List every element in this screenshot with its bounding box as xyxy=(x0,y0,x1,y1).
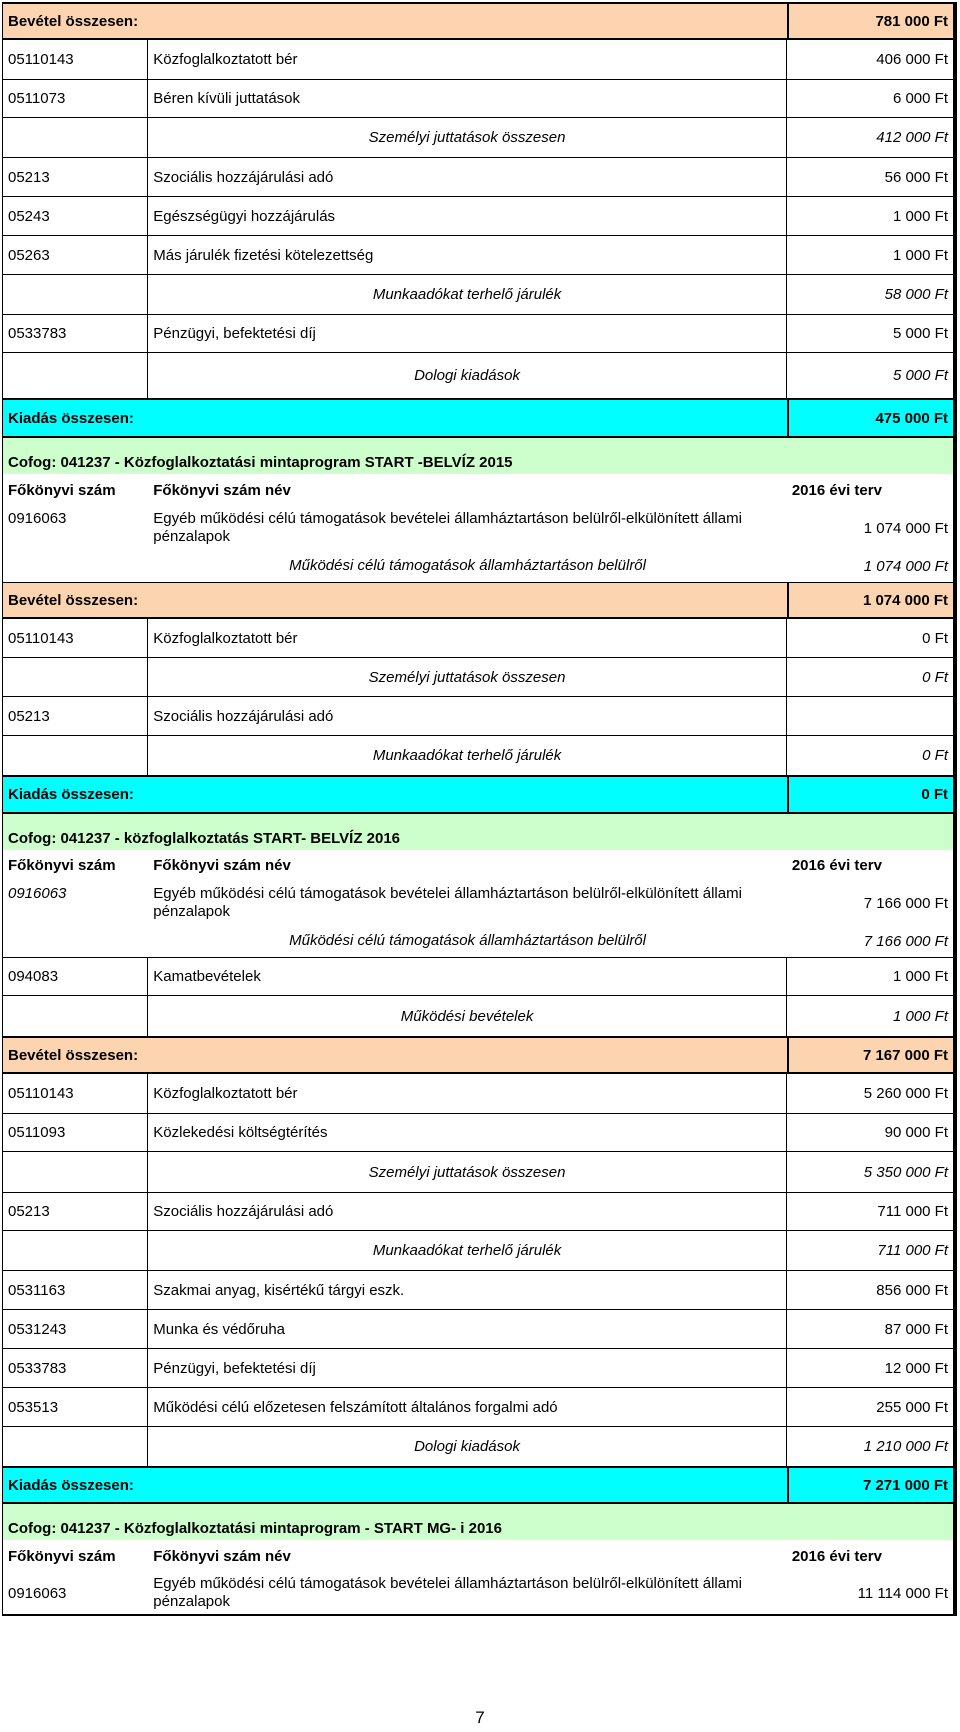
page-number: 7 xyxy=(475,1708,485,1727)
subtotal-row xyxy=(2,275,957,315)
amount: 1 000 Ft xyxy=(892,246,948,264)
header-name: Főkönyvi szám név xyxy=(153,481,291,499)
subtotal-name: Dologi kiadások xyxy=(148,1427,787,1466)
account-code: 05213 xyxy=(3,158,148,196)
subtotal-name: Működési célú támogatások államháztartáson belülről xyxy=(289,932,646,949)
subtotal-row xyxy=(2,658,957,697)
table-row xyxy=(2,40,957,80)
account-code: 05243 xyxy=(3,197,148,235)
amount: 56 000 Ft xyxy=(884,168,948,186)
header-code: Főkönyvi szám xyxy=(8,857,116,874)
subtotal-name: Személyi juttatások összesen xyxy=(148,1152,787,1192)
header-name: Főkönyvi szám név xyxy=(153,1547,291,1565)
table-row xyxy=(2,315,957,353)
amount: 5 260 000 Ft xyxy=(863,1085,948,1102)
amount: 1 000 Ft xyxy=(892,968,948,985)
header-name: Főkönyvi szám név xyxy=(153,857,291,874)
subtotal-amount: 0 Ft xyxy=(922,668,948,686)
kiadas-total-amount: 475 000 Ft xyxy=(787,400,953,436)
column-header-row xyxy=(2,1540,957,1572)
account-name: Közfoglalkoztatott bér xyxy=(148,619,787,657)
account-code: 05213 xyxy=(3,1193,148,1230)
subtotal-amount: 711 000 Ft xyxy=(877,1242,948,1259)
subtotal-amount: 5 350 000 Ft xyxy=(863,1163,948,1181)
bevetel-total-row xyxy=(2,2,957,40)
account-code: 0531243 xyxy=(3,1310,148,1348)
table-row xyxy=(2,1114,957,1152)
bevetel-total-label: Bevétel összesen: xyxy=(8,12,139,30)
subtotal-amount: 1 000 Ft xyxy=(892,1007,948,1025)
account-code: 0511093 xyxy=(3,1114,148,1151)
header-plan: 2016 évi terv xyxy=(791,1547,882,1565)
amount: 6 000 Ft xyxy=(892,90,948,107)
budget-table xyxy=(2,2,957,1616)
amount: 1 000 Ft xyxy=(892,207,948,225)
account-name: Közfoglalkoztatott bér xyxy=(148,1074,787,1113)
account-code: 05213 xyxy=(3,697,148,735)
amount: 90 000 Ft xyxy=(884,1124,948,1141)
account-name: Kamatbevételek xyxy=(148,958,787,995)
kiadas-total-amount: 0 Ft xyxy=(787,777,953,812)
amount: 0 Ft xyxy=(922,629,948,647)
account-code: 053513 xyxy=(3,1388,148,1426)
table-row xyxy=(2,1572,957,1616)
table-row xyxy=(2,958,957,996)
table-row xyxy=(2,1074,957,1114)
kiadas-total-row xyxy=(2,776,957,814)
table-row xyxy=(2,158,957,197)
amount: 7 166 000 Ft xyxy=(863,894,948,912)
table-row xyxy=(2,80,957,118)
column-header-row xyxy=(2,850,957,881)
account-code: 0533783 xyxy=(3,315,148,352)
subtotal-name: Dologi kiadások xyxy=(148,353,787,398)
subtotal-name: Munkaadókat terhelő járulék xyxy=(148,1231,787,1270)
kiadas-total-amount: 7 271 000 Ft xyxy=(787,1468,953,1502)
table-row xyxy=(2,197,957,236)
account-code: 05110143 xyxy=(3,619,148,657)
subtotal-row xyxy=(2,736,957,776)
table-row xyxy=(2,506,957,550)
account-name: Közfoglalkoztatott bér xyxy=(148,40,787,79)
subtotal-amount: 7 166 000 Ft xyxy=(863,932,948,950)
amount: 711 000 Ft xyxy=(877,1203,948,1220)
header-code: Főkönyvi szám xyxy=(8,1547,116,1565)
account-code: 0511073 xyxy=(3,80,148,117)
kiadas-total-label: Kiadás összesen: xyxy=(8,409,134,427)
bevetel-total-row xyxy=(2,582,957,619)
amount xyxy=(787,697,953,735)
subtotal-amount: 5 000 Ft xyxy=(892,367,948,384)
account-name: Szociális hozzájárulási adó xyxy=(148,1193,787,1230)
table-row xyxy=(2,1310,957,1349)
subtotal-amount: 58 000 Ft xyxy=(884,286,948,303)
account-code: 0916063 xyxy=(8,510,67,527)
subtotal-row xyxy=(2,118,957,158)
subtotal-row xyxy=(2,1427,957,1467)
bevetel-total-amount: 781 000 Ft xyxy=(787,4,953,38)
account-code: 05110143 xyxy=(3,40,148,79)
bevetel-total-label: Bevétel összesen: xyxy=(8,591,139,609)
empty-cell xyxy=(3,275,148,314)
account-name: Egyéb működési célú támogatások bevételei államháztartáson belülről-elkülönített állami pénzalapok xyxy=(153,510,742,545)
account-name: Más járulék fizetési kötelezettség xyxy=(148,236,787,274)
account-name: Közlekedési költségtérítés xyxy=(148,1114,787,1151)
bevetel-total-row xyxy=(2,1037,957,1074)
empty-cell xyxy=(3,118,148,157)
subtotal-row xyxy=(2,1152,957,1193)
table-row xyxy=(2,236,957,275)
bevetel-total-amount: 1 074 000 Ft xyxy=(787,583,953,617)
subtotal-name: Munkaadókat terhelő járulék xyxy=(148,736,787,775)
empty-cell xyxy=(3,550,148,582)
amount: 12 000 Ft xyxy=(884,1359,948,1377)
amount: 5 000 Ft xyxy=(892,325,948,342)
table-row xyxy=(2,1271,957,1310)
empty-cell xyxy=(3,996,148,1036)
account-name: Szociális hozzájárulási adó xyxy=(148,697,787,735)
subtotal-row xyxy=(2,353,957,399)
amount: 11 114 000 Ft xyxy=(857,1584,948,1602)
subtotal-name: Működési bevételek xyxy=(148,996,787,1036)
empty-cell xyxy=(3,925,148,957)
subtotal-row xyxy=(2,550,957,582)
account-name: Pénzügyi, befektetési díj xyxy=(148,1349,787,1387)
table-row xyxy=(2,1193,957,1231)
table-row xyxy=(2,619,957,658)
header-plan: 2016 évi terv xyxy=(791,481,882,499)
kiadas-total-label: Kiadás összesen: xyxy=(8,786,134,803)
account-name: Egyéb működési célú támogatások bevételei államháztartáson belülről-elkülönített állami pénzalapok xyxy=(153,885,742,920)
account-name: Béren kívüli juttatások xyxy=(148,80,787,117)
table-row xyxy=(2,1349,957,1388)
empty-cell xyxy=(3,736,148,775)
amount: 255 000 Ft xyxy=(876,1398,948,1416)
subtotal-name: Személyi juttatások összesen xyxy=(148,658,787,696)
subtotal-name: Munkaadókat terhelő járulék xyxy=(148,275,787,314)
subtotal-amount: 0 Ft xyxy=(922,747,948,764)
cofog-header: Cofog: 041237 - Közfoglalkoztatási mintaprogram - START MG- i 2016 xyxy=(2,1504,957,1540)
table-row xyxy=(2,881,957,925)
account-code: 0533783 xyxy=(3,1349,148,1387)
subtotal-amount: 1 074 000 Ft xyxy=(863,557,948,575)
table-row xyxy=(2,697,957,736)
column-header-row xyxy=(2,474,957,506)
empty-cell xyxy=(3,1231,148,1270)
subtotal-amount: 1 210 000 Ft xyxy=(863,1438,948,1455)
empty-cell xyxy=(3,658,148,696)
amount: 87 000 Ft xyxy=(884,1320,948,1338)
account-name: Működési célú előzetesen felszámított általános forgalmi adó xyxy=(148,1388,787,1426)
subtotal-name: Személyi juttatások összesen xyxy=(148,118,787,157)
subtotal-row xyxy=(2,996,957,1037)
bevetel-total-label: Bevétel összesen: xyxy=(8,1046,139,1064)
amount: 406 000 Ft xyxy=(876,51,948,68)
account-code: 0916063 xyxy=(8,1584,67,1602)
empty-cell xyxy=(3,1152,148,1192)
subtotal-name: Működési célú támogatások államháztartáson belülről xyxy=(289,557,646,574)
account-name: Egyéb működési célú támogatások bevételei államháztartáson belülről-elkülönített állami pénzalapok xyxy=(153,1575,742,1610)
amount: 1 074 000 Ft xyxy=(863,519,948,537)
kiadas-total-row xyxy=(2,1467,957,1504)
subtotal-row xyxy=(2,925,957,958)
account-name: Szociális hozzájárulási adó xyxy=(148,158,787,196)
cofog-header: Cofog: 041237 - közfoglalkoztatás START- BELVÍZ 2016 xyxy=(2,814,957,850)
kiadas-total-label: Kiadás összesen: xyxy=(8,1476,134,1494)
subtotal-row xyxy=(2,1231,957,1271)
header-plan: 2016 évi terv xyxy=(791,857,882,874)
kiadas-total-row xyxy=(2,399,957,438)
account-name: Egészségügyi hozzájárulás xyxy=(148,197,787,235)
account-code: 0916063 xyxy=(8,885,67,902)
table-row xyxy=(2,1388,957,1427)
subtotal-amount: 412 000 Ft xyxy=(876,129,948,146)
bevetel-total-amount: 7 167 000 Ft xyxy=(787,1038,953,1072)
account-name: Szakmai anyag, kisértékű tárgyi eszk. xyxy=(148,1271,787,1309)
account-name: Pénzügyi, befektetési díj xyxy=(148,315,787,352)
empty-cell xyxy=(3,1427,148,1466)
cofog-header: Cofog: 041237 - Közfoglalkoztatási mintaprogram START -BELVÍZ 2015 xyxy=(2,438,957,474)
amount: 856 000 Ft xyxy=(876,1281,948,1299)
account-code: 0531163 xyxy=(3,1271,148,1309)
account-code: 05263 xyxy=(3,236,148,274)
empty-cell xyxy=(3,353,148,398)
account-code: 094083 xyxy=(3,958,148,995)
account-code: 05110143 xyxy=(3,1074,148,1113)
header-code: Főkönyvi szám xyxy=(8,481,116,499)
account-name: Munka és védőruha xyxy=(148,1310,787,1348)
